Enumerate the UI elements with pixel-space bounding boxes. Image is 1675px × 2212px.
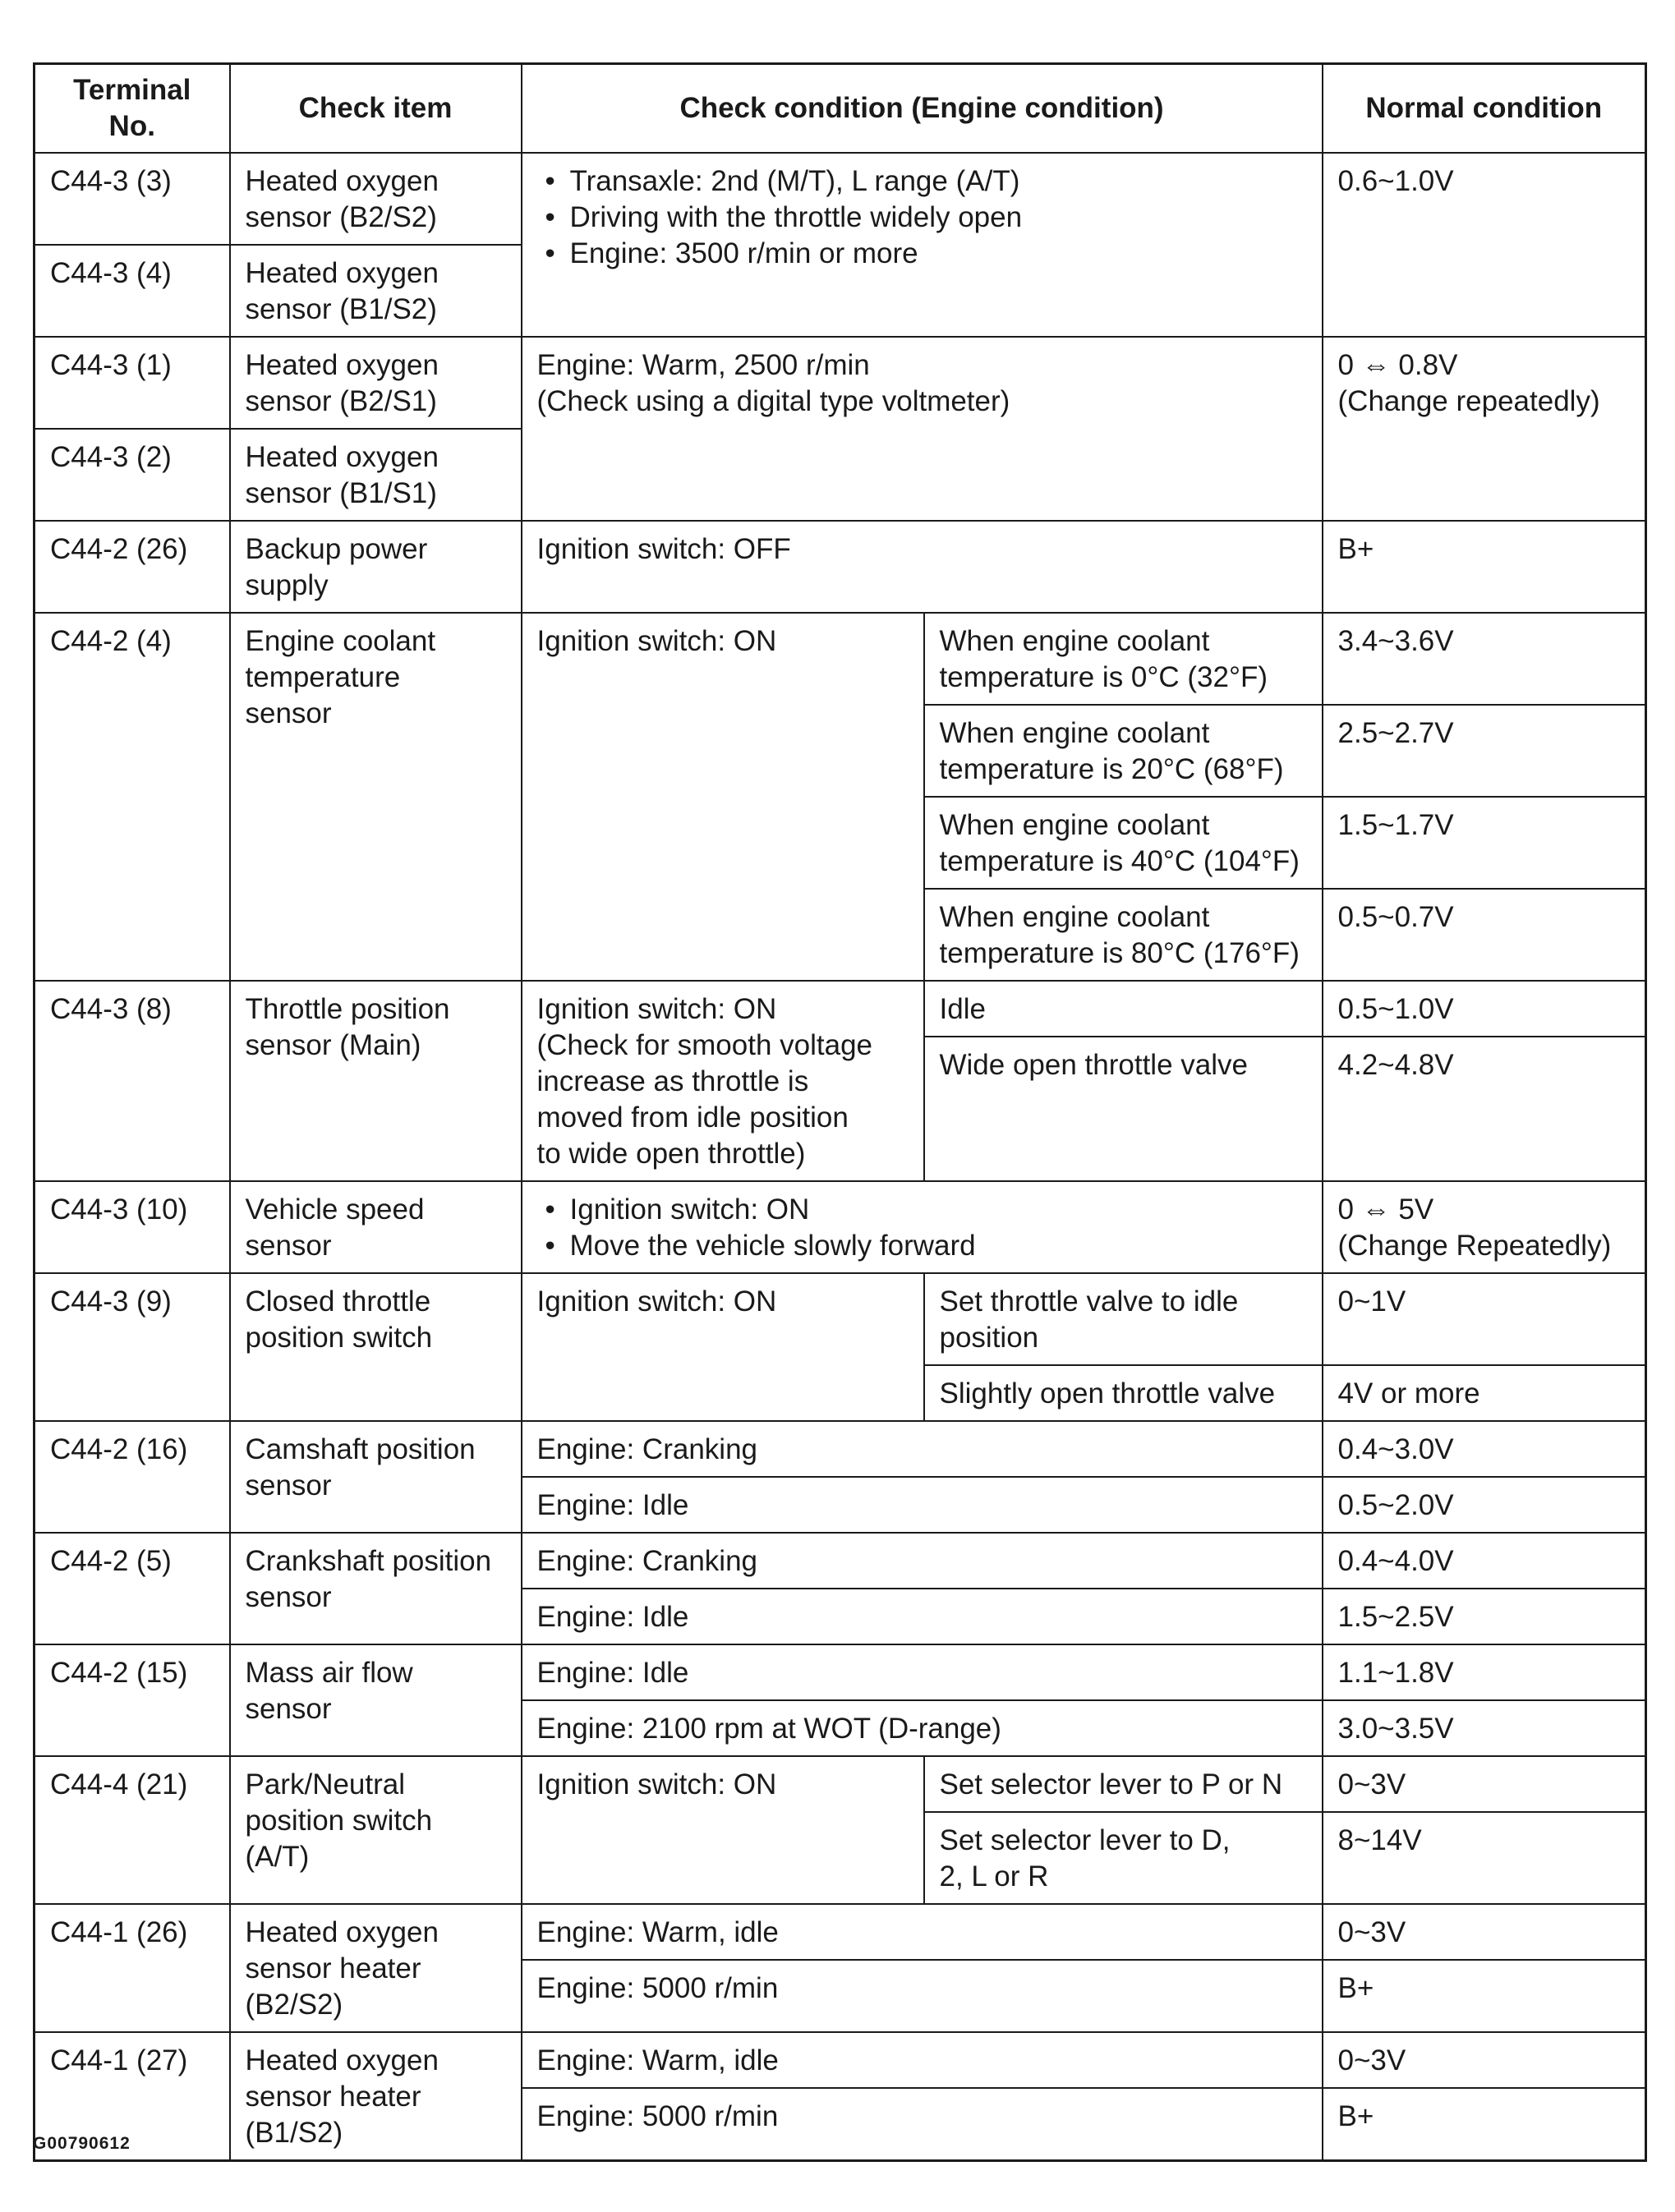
condition-cell: Engine: Warm, idle (522, 2032, 1323, 2088)
table-row (35, 1644, 1646, 1700)
normal-cell: 0~1V (1323, 1273, 1646, 1365)
bullet-item: • Driving with the throttle widely open (570, 200, 1307, 236)
sub-condition-cell: Wide open throttle valve (924, 1037, 1323, 1180)
normal-cell: 0 ⇔ 0.8V (Change repeatedly) (1323, 337, 1646, 521)
terminal-cell: C44-3 (9) (35, 1273, 230, 1421)
header-check-item: Check item (230, 64, 522, 153)
check-item-cell: Engine coolant temperature sensor (230, 613, 522, 981)
normal-cell: 0.6~1.0V (1323, 153, 1646, 337)
check-item-cell: Heated oxygen sensor (B2/S1) (230, 337, 522, 429)
condition-cell: Ignition switch: ON (Check for smooth voltage increase as throttle is moved from idle position to wide open throttle) (522, 981, 924, 1181)
condition-cell: Engine: Warm, 2500 r/min (Check using a digital type voltmeter) (522, 337, 1323, 521)
normal-cell: 4V or more (1323, 1365, 1646, 1421)
condition-cell: Engine: Idle (522, 1477, 1323, 1533)
check-item-cell: Heated oxygen sensor heater (B1/S2) (230, 2032, 522, 2161)
condition-cell (522, 1181, 1323, 1273)
normal-cell: B+ (1323, 2088, 1646, 2160)
condition-cell: Ignition switch: ON (522, 1273, 924, 1421)
condition-cell: Ignition switch: OFF (522, 521, 1323, 613)
check-item-cell: Heated oxygen sensor (B1/S1) (230, 429, 522, 521)
table-row (35, 1904, 1646, 1960)
table-row (35, 153, 1646, 245)
normal-cell: 4.2~4.8V (1323, 1037, 1646, 1180)
normal-cell: 2.5~2.7V (1323, 705, 1646, 797)
sub-condition-cell: When engine coolant temperature is 80°C (176°F) (924, 889, 1323, 981)
terminal-cell: C44-3 (4) (35, 245, 230, 337)
check-item-cell: Throttle position sensor (Main) (230, 981, 522, 1181)
table-row (35, 1756, 1646, 1812)
condition-cell: Engine: Idle (522, 1644, 1323, 1700)
table-row (35, 1273, 1646, 1365)
condition-cell: Engine: Cranking (522, 1421, 1323, 1477)
normal-cell: 8~14V (1323, 1812, 1646, 1904)
normal-cell: 3.0~3.5V (1323, 1700, 1646, 1756)
normal-cell: 1.5~2.5V (1323, 1589, 1646, 1644)
table-row (35, 2032, 1646, 2088)
terminal-cell: C44-2 (4) (35, 613, 230, 981)
terminal-cell: C44-1 (27) (35, 2032, 230, 2161)
check-item-cell: Camshaft position sensor (230, 1421, 522, 1533)
normal-cell: 0.5~1.0V (1323, 981, 1646, 1037)
sub-condition-cell: When engine coolant temperature is 20°C (68°F) (924, 705, 1323, 797)
normal-cell: 0 ⇔ 5V (Change Repeatedly) (1323, 1181, 1646, 1273)
terminal-cell: C44-2 (16) (35, 1421, 230, 1533)
table-row (35, 1181, 1646, 1273)
terminal-cell: C44-3 (10) (35, 1181, 230, 1273)
figure-code: G00790612 (33, 2134, 131, 2153)
condition-cell: Engine: Warm, idle (522, 1904, 1323, 1960)
terminal-cell: C44-3 (1) (35, 337, 230, 429)
normal-cell: B+ (1323, 521, 1646, 613)
header-terminal: Terminal No. (35, 64, 230, 153)
normal-cell: 0.5~2.0V (1323, 1477, 1646, 1533)
condition-cell: Engine: 2100 rpm at WOT (D-range) (522, 1700, 1323, 1756)
table-row (35, 1421, 1646, 1477)
check-item-cell: Vehicle speed sensor (230, 1181, 522, 1273)
table-row (35, 613, 1646, 705)
condition-cell: Engine: 5000 r/min (522, 1960, 1323, 2032)
check-item-cell: Mass air flow sensor (230, 1644, 522, 1756)
check-item-cell: Heated oxygen sensor (B1/S2) (230, 245, 522, 337)
bullet-item: • Transaxle: 2nd (M/T), L range (A/T) (570, 163, 1307, 200)
sub-condition-cell: When engine coolant temperature is 0°C (32°F) (924, 613, 1323, 705)
terminal-cell: C44-3 (2) (35, 429, 230, 521)
check-item-cell: Heated oxygen sensor heater (B2/S2) (230, 1904, 522, 2032)
condition-cell: Engine: Cranking (522, 1533, 1323, 1589)
normal-cell: 0~3V (1323, 1756, 1646, 1812)
normal-cell: 1.5~1.7V (1323, 797, 1646, 889)
terminal-cell: C44-3 (3) (35, 153, 230, 245)
terminal-cell: C44-3 (8) (35, 981, 230, 1181)
check-item-cell: Park/Neutral position switch (A/T) (230, 1756, 522, 1904)
header-row (35, 64, 1646, 153)
terminal-cell: C44-2 (15) (35, 1644, 230, 1756)
header-normal-condition: Normal condition (1323, 64, 1646, 153)
table-row (35, 1533, 1646, 1589)
bullet-item: • Ignition switch: ON (570, 1192, 1307, 1228)
normal-cell: 0~3V (1323, 1904, 1646, 1960)
check-item-cell: Closed throttle position switch (230, 1273, 522, 1421)
bullet-item: • Engine: 3500 r/min or more (570, 236, 1307, 272)
header-check-condition: Check condition (Engine condition) (522, 64, 1323, 153)
sub-condition-cell: When engine coolant temperature is 40°C (104°F) (924, 797, 1323, 889)
normal-cell: B+ (1323, 1960, 1646, 2032)
terminal-cell: C44-2 (26) (35, 521, 230, 613)
normal-cell: 0.4~3.0V (1323, 1421, 1646, 1477)
check-item-cell: Backup power supply (230, 521, 522, 613)
normal-cell: 1.1~1.8V (1323, 1644, 1646, 1700)
table-row (35, 521, 1646, 613)
normal-cell: 0.5~0.7V (1323, 889, 1646, 981)
normal-cell: 0~3V (1323, 2032, 1646, 2088)
terminal-cell: C44-2 (5) (35, 1533, 230, 1644)
terminal-cell: C44-1 (26) (35, 1904, 230, 2032)
normal-cell: 0.4~4.0V (1323, 1533, 1646, 1589)
normal-cell: 3.4~3.6V (1323, 613, 1646, 705)
bullet-item: • Move the vehicle slowly forward (570, 1228, 1307, 1264)
table-row (35, 337, 1646, 429)
check-item-cell: Heated oxygen sensor (B2/S2) (230, 153, 522, 245)
condition-cell (522, 153, 1323, 337)
condition-cell: Engine: Idle (522, 1589, 1323, 1644)
check-item-cell: Crankshaft position sensor (230, 1533, 522, 1644)
condition-cell: Engine: 5000 r/min (522, 2088, 1323, 2160)
ecm-terminal-inspection-table (33, 62, 1647, 2162)
condition-cell: Ignition switch: ON (522, 1756, 924, 1904)
sub-condition-cell: Set throttle valve to idle position (924, 1273, 1323, 1365)
sub-condition-cell: Set selector lever to D, 2, L or R (924, 1812, 1323, 1904)
sub-condition-cell: Idle (924, 981, 1323, 1037)
sub-condition-cell: Set selector lever to P or N (924, 1756, 1323, 1812)
terminal-cell: C44-4 (21) (35, 1756, 230, 1904)
condition-cell: Ignition switch: ON (522, 613, 924, 981)
table-row (35, 981, 1646, 1037)
sub-condition-cell: Slightly open throttle valve (924, 1365, 1323, 1421)
